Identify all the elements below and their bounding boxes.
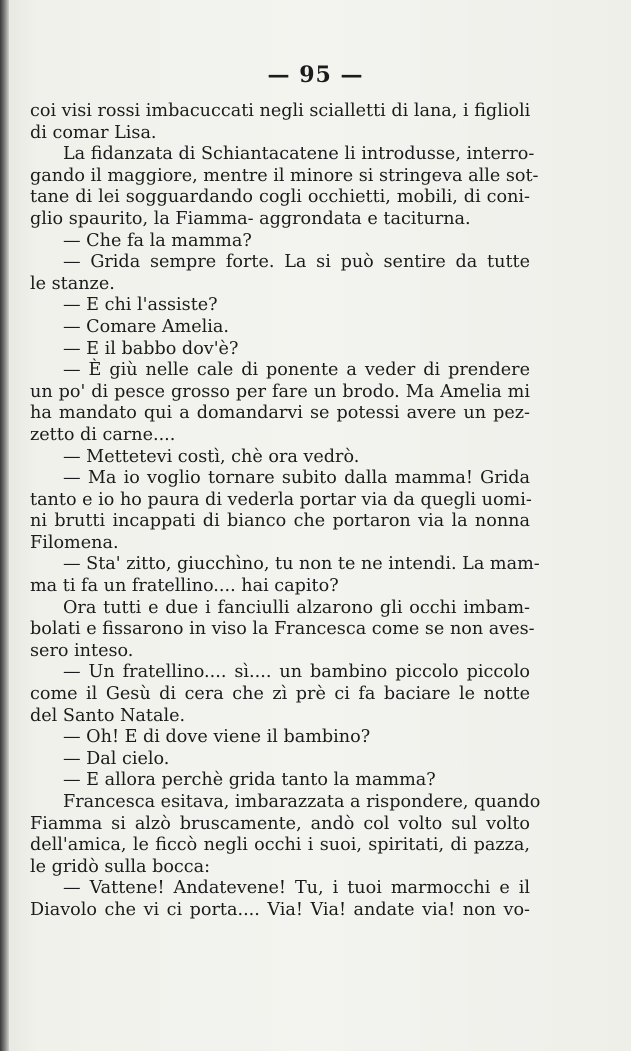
text-line: bolati e fissarono in viso la Francesca come se non aves- (30, 619, 535, 640)
text-line: zetto di carne.... (30, 424, 176, 445)
text-line: le gridò sulla bocca: (30, 856, 211, 877)
text-line: come il Gesù di cera che zì prè ci fa baciare le notte (30, 684, 530, 705)
body-text (30, 101, 541, 922)
text-line: — Un fratellino.... sì.... un bambino piccolo piccolo (63, 662, 530, 683)
page-number: — 95 — (267, 62, 364, 88)
book-spine-shadow (0, 0, 9, 1051)
text-line: di comar Lisa. (30, 122, 157, 143)
text-line: — E il babbo dov'è? (63, 338, 239, 359)
text-line: glio spaurito, la Fiamma- aggrondata e taciturna. (30, 208, 471, 229)
text-line: del Santo Natale. (30, 705, 186, 726)
text-line: — Mettetevi costì, chè ora vedrò. (63, 446, 360, 467)
text-line: — È giù nelle cale di ponente a veder di prendere (63, 360, 530, 381)
text-line: — E allora perchè grida tanto la mamma? (63, 770, 436, 791)
text-line: Diavolo che vi ci porta.... Via! Via! andate via! non vo- (30, 899, 530, 920)
text-line: un po' di pesce grosso per fare un brodo. Ma Amelia mi (30, 381, 530, 402)
text-line: sero inteso. (30, 640, 134, 661)
text-line: — Ma io voglio tornare subito dalla mamma! Grida (63, 468, 530, 489)
text-line: ni brutti incappati di bianco che portaron via la nonna (30, 511, 530, 532)
text-line: — Grida sempre forte. La si può sentire da tutte (63, 252, 530, 273)
text-line: gando il maggiore, mentre il minore si stringeva alle sot- (30, 165, 539, 186)
text-line: tane di lei sogguardando cogli occhietti, mobili, di coni- (30, 187, 530, 208)
text-line: Francesca esitava, imbarazzata a rispondere, quando (63, 792, 541, 812)
text-line: dell'amica, le ficcò negli occhi i suoi, spiritati, di pazza, (30, 835, 530, 856)
text-line: ma ti fa un fratellino.... hai capito? (30, 576, 339, 597)
text-line: Ora tutti e due i fanciulli alzarono gli occhi imbam- (63, 597, 530, 618)
text-line: ha mandato qui a domandarvi se potessi avere un pez- (30, 403, 530, 424)
text-line: — Vattene! Andatevene! Tu, i tuoi marmocchi e il (63, 878, 530, 899)
text-line: — E chi l'assiste? (63, 295, 218, 316)
text-line: — Dal cielo. (63, 748, 170, 769)
text-line: — Che fa la mamma? (63, 230, 252, 251)
text-line: Fiamma si alzò bruscamente, andò col volto sul volto (30, 813, 530, 834)
text-line: — Comare Amelia. (63, 316, 229, 337)
text-line: Filomena. (30, 532, 119, 553)
text-line: — Sta' zitto, giucchìno, tu non te ne intendi. La mam- (63, 554, 540, 575)
text-line: — Oh! E di dove viene il bambino? (63, 727, 371, 748)
text-line: coi visi rossi imbacuccati negli scialletti di lana, i figlioli (30, 101, 531, 121)
text-line: le stanze. (30, 273, 115, 294)
text-line: tanto e io ho paura di vederla portar via da quegli uomi- (30, 489, 532, 510)
text-line: La fidanzata di Schiantacatene li introdusse, interro- (63, 144, 535, 165)
